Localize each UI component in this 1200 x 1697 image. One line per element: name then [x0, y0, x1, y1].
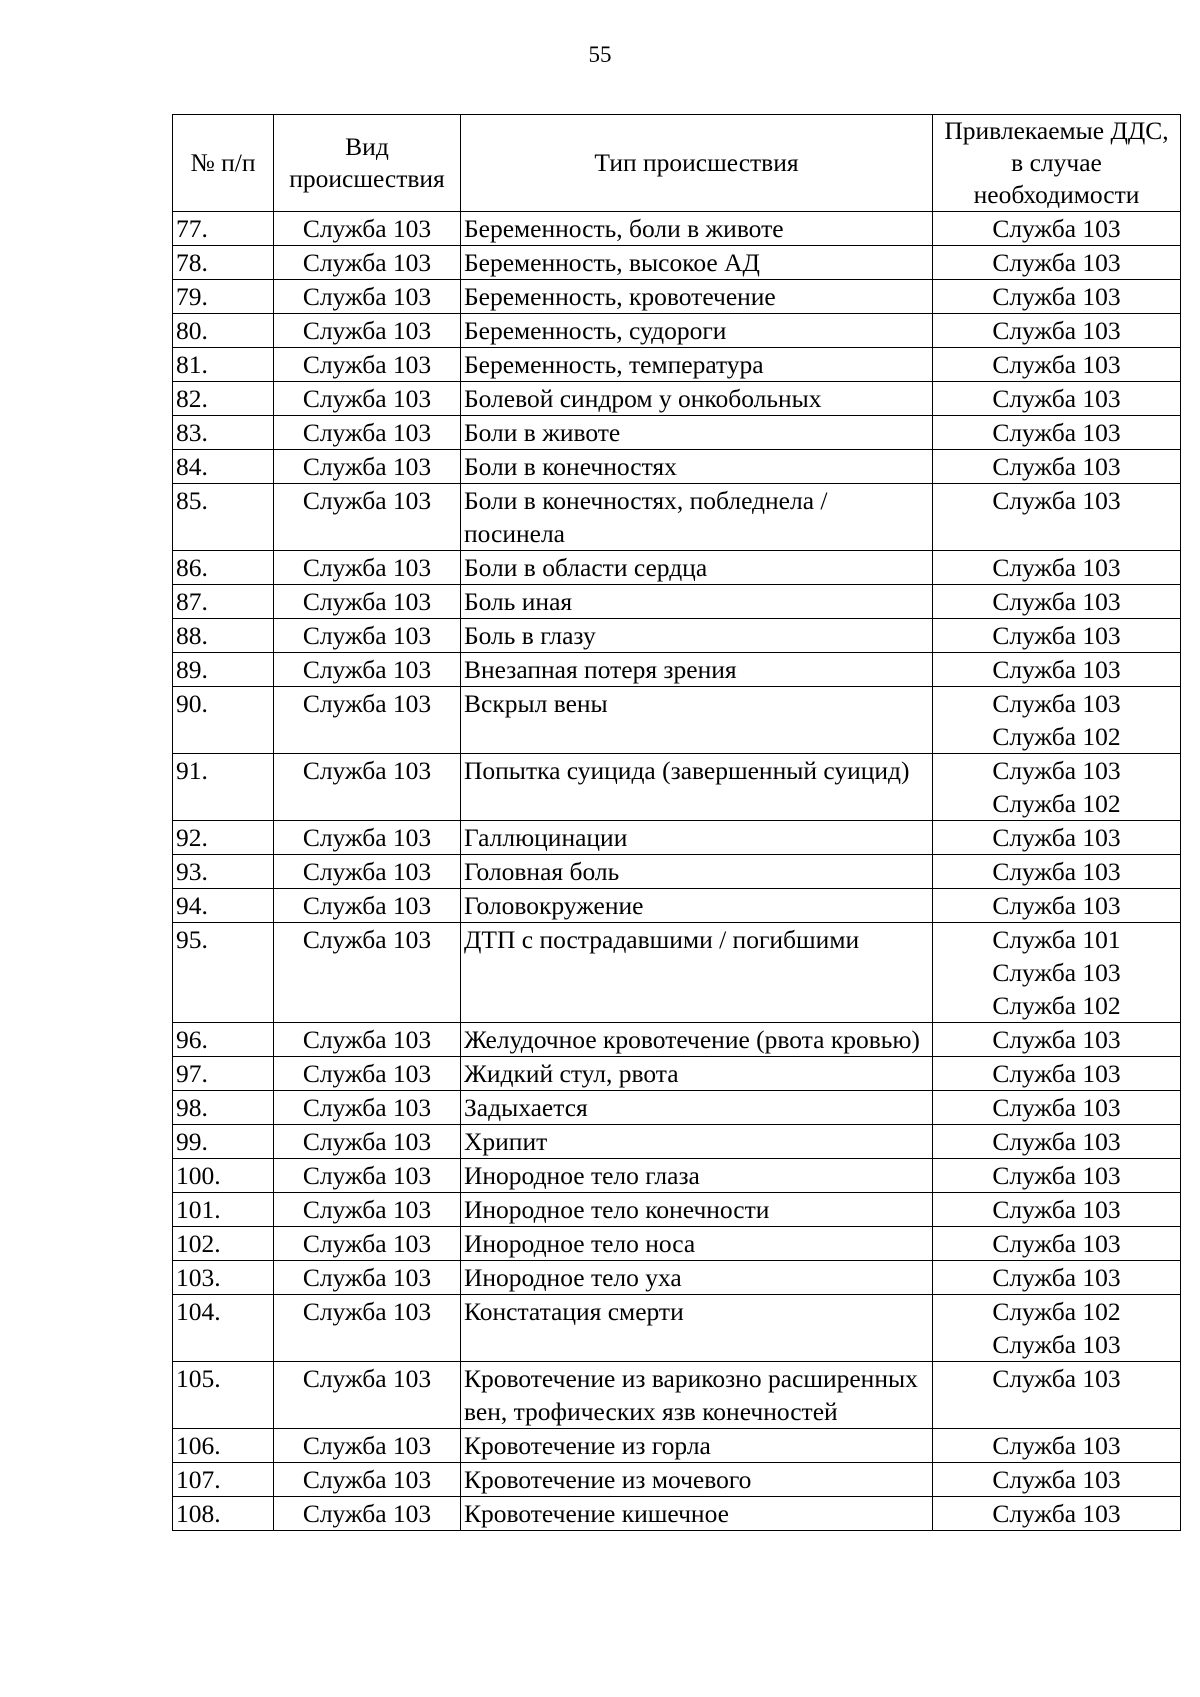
involved-services: [933, 1463, 1181, 1497]
involved-services: [933, 585, 1181, 619]
involved-services: [933, 348, 1181, 382]
incident-kind: Служба 103: [274, 280, 461, 314]
row-number: 87.: [173, 585, 274, 619]
service-entry: Служба 103: [992, 1330, 1121, 1359]
involved-services: [933, 551, 1181, 585]
row-number: 80.: [173, 314, 274, 348]
involved-services: [933, 1057, 1181, 1091]
row-number: 91.: [173, 754, 274, 821]
incident-kind: Служба 103: [274, 1125, 461, 1159]
row-number: 97.: [173, 1057, 274, 1091]
service-entry: Служба 102: [992, 991, 1121, 1020]
incident-kind: Служба 103: [274, 314, 461, 348]
service-entry: Служба 101: [992, 925, 1121, 954]
service-entry: Служба 103: [992, 1499, 1121, 1528]
header-num: № п/п: [173, 115, 274, 212]
table-row: [173, 1125, 1181, 1159]
table-row: [173, 855, 1181, 889]
involved-services: [933, 1159, 1181, 1193]
incident-kind: Служба 103: [274, 585, 461, 619]
service-entry: Служба 103: [992, 248, 1121, 277]
row-number: 103.: [173, 1261, 274, 1295]
incident-kind: Служба 103: [274, 246, 461, 280]
service-entry: Служба 103: [992, 486, 1121, 515]
incident-kind: Служба 103: [274, 889, 461, 923]
incident-type: Болевой синдром у онкобольных: [461, 382, 933, 416]
involved-services: [933, 1193, 1181, 1227]
involved-services: [933, 246, 1181, 280]
incidents-table: [172, 114, 1181, 1531]
incident-kind: Служба 103: [274, 754, 461, 821]
incident-kind: Служба 103: [274, 1023, 461, 1057]
service-entry: Служба 102: [992, 789, 1121, 818]
row-number: 85.: [173, 484, 274, 551]
table-row: [173, 1227, 1181, 1261]
service-entry: Служба 103: [992, 1465, 1121, 1494]
incident-type: Беременность, кровотечение: [461, 280, 933, 314]
table-row: [173, 619, 1181, 653]
table-row: [173, 1362, 1181, 1429]
row-number: 95.: [173, 923, 274, 1023]
involved-services: [933, 1023, 1181, 1057]
table-row: [173, 1023, 1181, 1057]
service-entry: Служба 103: [992, 756, 1121, 785]
involved-services: [933, 855, 1181, 889]
incident-type: Боли в конечностях: [461, 450, 933, 484]
incident-kind: Служба 103: [274, 1091, 461, 1125]
incident-type: Боль в глазу: [461, 619, 933, 653]
incident-type: Задыхается: [461, 1091, 933, 1125]
involved-services: [933, 889, 1181, 923]
row-number: 96.: [173, 1023, 274, 1057]
incident-kind: Служба 103: [274, 1362, 461, 1429]
table-row: [173, 889, 1181, 923]
incident-kind: Служба 103: [274, 551, 461, 585]
row-number: 90.: [173, 687, 274, 754]
involved-services: [933, 1261, 1181, 1295]
involved-services: [933, 687, 1181, 754]
incident-kind: Служба 103: [274, 484, 461, 551]
row-number: 93.: [173, 855, 274, 889]
service-entry: Служба 103: [992, 1127, 1121, 1156]
table-row: [173, 1497, 1181, 1531]
service-entry: Служба 103: [992, 958, 1121, 987]
incident-type: Кровотечение из горла: [461, 1429, 933, 1463]
involved-services: [933, 416, 1181, 450]
row-number: 106.: [173, 1429, 274, 1463]
header-dds: Привлекаемые ДДС, в случае необходимости: [933, 115, 1181, 212]
incident-kind: Служба 103: [274, 348, 461, 382]
row-number: 108.: [173, 1497, 274, 1531]
involved-services: [933, 314, 1181, 348]
service-entry: Служба 103: [992, 316, 1121, 345]
involved-services: [933, 212, 1181, 246]
incident-type: Головокружение: [461, 889, 933, 923]
service-entry: Служба 103: [992, 1431, 1121, 1460]
incident-type: Хрипит: [461, 1125, 933, 1159]
header-row: [173, 115, 1181, 212]
involved-services: [933, 484, 1181, 551]
service-entry: Служба 103: [992, 418, 1121, 447]
incident-type: Кровотечение из варикозно расширенных вен, трофических язв конечностей: [461, 1362, 933, 1429]
incident-type: Инородное тело конечности: [461, 1193, 933, 1227]
incident-kind: Служба 103: [274, 923, 461, 1023]
service-entry: Служба 103: [992, 1093, 1121, 1122]
involved-services: [933, 619, 1181, 653]
involved-services: [933, 450, 1181, 484]
service-entry: Служба 103: [992, 553, 1121, 582]
table-row: [173, 416, 1181, 450]
table-row: [173, 551, 1181, 585]
service-entry: Служба 103: [992, 1364, 1121, 1393]
service-entry: Служба 103: [992, 384, 1121, 413]
incident-type: Внезапная потеря зрения: [461, 653, 933, 687]
involved-services: [933, 1227, 1181, 1261]
service-entry: Служба 103: [992, 857, 1121, 886]
incident-kind: Служба 103: [274, 653, 461, 687]
service-entry: Служба 103: [992, 689, 1121, 718]
row-number: 101.: [173, 1193, 274, 1227]
incident-type: ДТП с пострадавшими / погибшими: [461, 923, 933, 1023]
row-number: 79.: [173, 280, 274, 314]
service-entry: Служба 103: [992, 1263, 1121, 1292]
incident-kind: Служба 103: [274, 1193, 461, 1227]
involved-services: [933, 1295, 1181, 1362]
incident-kind: Служба 103: [274, 1227, 461, 1261]
table-row: [173, 212, 1181, 246]
table-row: [173, 585, 1181, 619]
table-row: [173, 1193, 1181, 1227]
incident-type: Кровотечение кишечное: [461, 1497, 933, 1531]
table-row: [173, 280, 1181, 314]
row-number: 94.: [173, 889, 274, 923]
service-entry: Служба 103: [992, 587, 1121, 616]
incident-kind: Служба 103: [274, 1463, 461, 1497]
page-number: 55: [588, 42, 612, 67]
involved-services: [933, 923, 1181, 1023]
row-number: 83.: [173, 416, 274, 450]
row-number: 86.: [173, 551, 274, 585]
incident-kind: Служба 103: [274, 821, 461, 855]
service-entry: Служба 102: [992, 1297, 1121, 1326]
table-row: [173, 1057, 1181, 1091]
row-number: 104.: [173, 1295, 274, 1362]
table-row: [173, 687, 1181, 754]
involved-services: [933, 653, 1181, 687]
row-number: 105.: [173, 1362, 274, 1429]
incident-kind: Служба 103: [274, 1295, 461, 1362]
incident-type: Боли в области сердца: [461, 551, 933, 585]
incident-kind: Служба 103: [274, 450, 461, 484]
table-row: [173, 1261, 1181, 1295]
incident-kind: Служба 103: [274, 1057, 461, 1091]
involved-services: [933, 1429, 1181, 1463]
service-entry: Служба 103: [992, 350, 1121, 379]
incident-kind: Служба 103: [274, 687, 461, 754]
incident-type: Беременность, боли в животе: [461, 212, 933, 246]
involved-services: [933, 1091, 1181, 1125]
row-number: 78.: [173, 246, 274, 280]
table-row: [173, 348, 1181, 382]
row-number: 81.: [173, 348, 274, 382]
row-number: 98.: [173, 1091, 274, 1125]
table-body: [173, 212, 1181, 1531]
incident-type: Констатация смерти: [461, 1295, 933, 1362]
incident-kind: Служба 103: [274, 382, 461, 416]
service-entry: Служба 103: [992, 1229, 1121, 1258]
incident-type: Попытка суицида (завершенный суицид): [461, 754, 933, 821]
service-entry: Служба 103: [992, 891, 1121, 920]
incident-type: Жидкий стул, рвота: [461, 1057, 933, 1091]
incident-type: Головная боль: [461, 855, 933, 889]
involved-services: [933, 754, 1181, 821]
incident-type: Боли в животе: [461, 416, 933, 450]
header-kind: Вид происшествия: [274, 115, 461, 212]
service-entry: Служба 103: [992, 1161, 1121, 1190]
involved-services: [933, 382, 1181, 416]
service-entry: Служба 103: [992, 452, 1121, 481]
service-entry: Служба 103: [992, 214, 1121, 243]
incident-kind: Служба 103: [274, 212, 461, 246]
service-entry: Служба 103: [992, 823, 1121, 852]
table-row: [173, 314, 1181, 348]
incident-type: Боли в конечностях, побледнела / посинела: [461, 484, 933, 551]
table-row: [173, 1159, 1181, 1193]
incident-type: Беременность, высокое АД: [461, 246, 933, 280]
table-row: [173, 484, 1181, 551]
row-number: 88.: [173, 619, 274, 653]
incident-kind: Служба 103: [274, 1429, 461, 1463]
incident-type: Инородное тело глаза: [461, 1159, 933, 1193]
row-number: 102.: [173, 1227, 274, 1261]
row-number: 107.: [173, 1463, 274, 1497]
row-number: 99.: [173, 1125, 274, 1159]
incident-kind: Служба 103: [274, 1159, 461, 1193]
table-row: [173, 246, 1181, 280]
table-row: [173, 821, 1181, 855]
involved-services: [933, 821, 1181, 855]
incident-type: Желудочное кровотечение (рвота кровью): [461, 1023, 933, 1057]
row-number: 92.: [173, 821, 274, 855]
table-row: [173, 382, 1181, 416]
involved-services: [933, 1125, 1181, 1159]
row-number: 84.: [173, 450, 274, 484]
header-type: Тип происшествия: [461, 115, 933, 212]
incident-kind: Служба 103: [274, 619, 461, 653]
table-row: [173, 923, 1181, 1023]
incident-type: Кровотечение из мочевого: [461, 1463, 933, 1497]
involved-services: [933, 1362, 1181, 1429]
table-row: [173, 653, 1181, 687]
service-entry: Служба 103: [992, 282, 1121, 311]
table-row: [173, 754, 1181, 821]
row-number: 89.: [173, 653, 274, 687]
incident-type: Беременность, судороги: [461, 314, 933, 348]
table-row: [173, 450, 1181, 484]
table-header: [173, 115, 1181, 212]
incident-type: Беременность, температура: [461, 348, 933, 382]
row-number: 77.: [173, 212, 274, 246]
table-row: [173, 1463, 1181, 1497]
incident-kind: Служба 103: [274, 1497, 461, 1531]
service-entry: Служба 103: [992, 1195, 1121, 1224]
incident-kind: Служба 103: [274, 1261, 461, 1295]
incident-kind: Служба 103: [274, 416, 461, 450]
involved-services: [933, 280, 1181, 314]
incident-kind: Служба 103: [274, 855, 461, 889]
table-row: [173, 1091, 1181, 1125]
incident-type: Инородное тело уха: [461, 1261, 933, 1295]
service-entry: Служба 103: [992, 1025, 1121, 1054]
involved-services: [933, 1497, 1181, 1531]
incident-type: Боль иная: [461, 585, 933, 619]
row-number: 100.: [173, 1159, 274, 1193]
service-entry: Служба 103: [992, 1059, 1121, 1088]
table-row: [173, 1429, 1181, 1463]
service-entry: Служба 103: [992, 655, 1121, 684]
service-entry: Служба 103: [992, 621, 1121, 650]
incident-type: Галлюцинации: [461, 821, 933, 855]
incident-type: Вскрыл вены: [461, 687, 933, 754]
table-row: [173, 1295, 1181, 1362]
incident-type: Инородное тело носа: [461, 1227, 933, 1261]
service-entry: Служба 102: [992, 722, 1121, 751]
row-number: 82.: [173, 382, 274, 416]
